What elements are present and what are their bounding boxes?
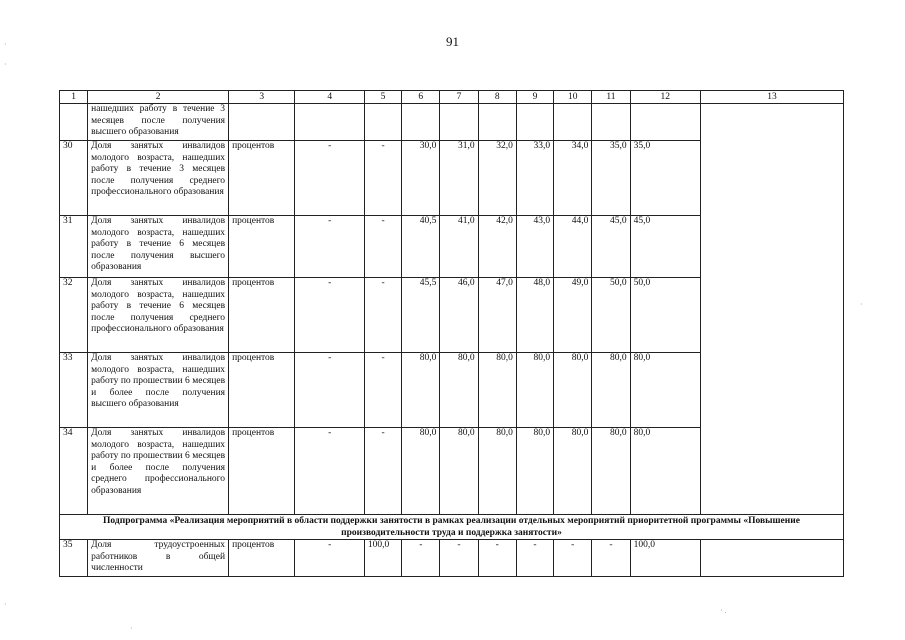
column-number-row [60,91,844,104]
col4-cell: - [295,353,364,428]
value-cell: 80,0 [440,353,478,428]
col-header: 13 [701,91,844,104]
col12-cell: 100,0 [630,540,700,577]
value-cell: 42,0 [478,216,516,278]
col12-cell: 50,0 [630,278,700,353]
indicator-name: Доля занятых инвалидов молодого возраста, нашедших работу в течение 6 месяцев после получения высшего образования [88,216,229,278]
page-number: 91 [446,34,459,49]
value-cell: 48,0 [516,278,553,353]
section-row [60,515,844,540]
col4-cell: - [295,141,364,216]
col-header: 9 [516,91,553,104]
value-cell: 47,0 [478,278,516,353]
continuation-row [60,104,844,141]
value-cell: 32,0 [478,141,516,216]
table-row [60,540,844,577]
col-header: 2 [88,91,229,104]
col12-cell: 80,0 [630,353,700,428]
col5-cell: - [364,428,401,515]
row-number [60,104,88,141]
col-header: 6 [402,91,440,104]
unit-cell: процентов [229,216,295,278]
value-cell: 50,0 [592,278,630,353]
col4-cell: - [295,216,364,278]
col-header: 4 [295,91,364,104]
value-cell: 80,0 [554,428,592,515]
value-cell: 34,0 [554,141,592,216]
col-header: 8 [478,91,516,104]
value-cell: 33,0 [516,141,553,216]
value-cell: - [516,540,553,577]
col-header: 12 [630,91,700,104]
col-header: 10 [554,91,592,104]
indicator-name: Доля занятых инвалидов молодого возраста, нашедших работу в течение 6 месяцев после получения среднего профессионального образования [88,278,229,353]
value-cell: 80,0 [478,353,516,428]
col5-cell: - [364,278,401,353]
row-number: 30 [60,141,88,216]
unit-cell: процентов [229,141,295,216]
unit-cell: процентов [229,540,295,577]
col4-cell: - [295,428,364,515]
value-cell: - [440,540,478,577]
indicator-name: Доля занятых инвалидов молодого возраста, нашедших работу в течение 3 месяцев после получения среднего профессионального образования [88,141,229,216]
value-cell: 80,0 [592,353,630,428]
row-number: 33 [60,353,88,428]
value-cell: 45,0 [592,216,630,278]
value-cell: 31,0 [440,141,478,216]
value-cell: 80,0 [516,428,553,515]
indicator-name: Доля трудоустроенных работников в общей численности [88,540,229,577]
value-cell: 80,0 [478,428,516,515]
value-cell: 44,0 [554,216,592,278]
value-cell: - [478,540,516,577]
indicator-name: нашедших работу в течение 3 месяцев после получения высшего образования [88,104,229,141]
col4-cell: - [295,278,364,353]
unit-cell: процентов [229,428,295,515]
indicator-name: Доля занятых инвалидов молодого возраста, нашедших работу по прошествии 6 месяцев и более после получения высшего образования [88,353,229,428]
value-cell: 80,0 [440,428,478,515]
indicator-name: Доля занятых инвалидов молодого возраста, нашедших работу по прошествии 6 месяцев и более после получения среднего профессионального образования [88,428,229,515]
value-cell: 35,0 [592,141,630,216]
col13-cell [701,540,844,577]
col-header: 1 [60,91,88,104]
value-cell: - [554,540,592,577]
value-cell: 30,0 [402,141,440,216]
row-number: 31 [60,216,88,278]
value-cell: 80,0 [592,428,630,515]
col5-cell: 100,0 [364,540,401,577]
col5-cell: - [364,216,401,278]
col12-cell: 45,0 [630,216,700,278]
col13-cell [701,104,844,515]
row-number: 34 [60,428,88,515]
row-number: 35 [60,540,88,577]
value-cell: - [592,540,630,577]
value-cell: 40,5 [402,216,440,278]
value-cell: 46,0 [440,278,478,353]
indicators-table [59,90,844,577]
col-header: 5 [364,91,401,104]
value-cell: 80,0 [402,353,440,428]
col-header: 7 [440,91,478,104]
col4-cell: - [295,540,364,577]
col-header: 11 [592,91,630,104]
value-cell: 80,0 [554,353,592,428]
section-title: Подпрограмма «Реализация мероприятий в области поддержки занятости в рамках реализации отдельных мероприятий приоритетной программы «Повышение производительности труда и поддержка занятости» [60,515,844,540]
col5-cell: - [364,353,401,428]
value-cell: 49,0 [554,278,592,353]
value-cell: 45,5 [402,278,440,353]
col-header: 3 [229,91,295,104]
value-cell: 80,0 [516,353,553,428]
unit-cell: процентов [229,278,295,353]
col12-cell: 80,0 [630,428,700,515]
col12-cell: 35,0 [630,141,700,216]
value-cell: 80,0 [402,428,440,515]
value-cell: - [402,540,440,577]
row-number: 32 [60,278,88,353]
value-cell: 43,0 [516,216,553,278]
unit-cell: процентов [229,353,295,428]
col5-cell: - [364,141,401,216]
value-cell: 41,0 [440,216,478,278]
